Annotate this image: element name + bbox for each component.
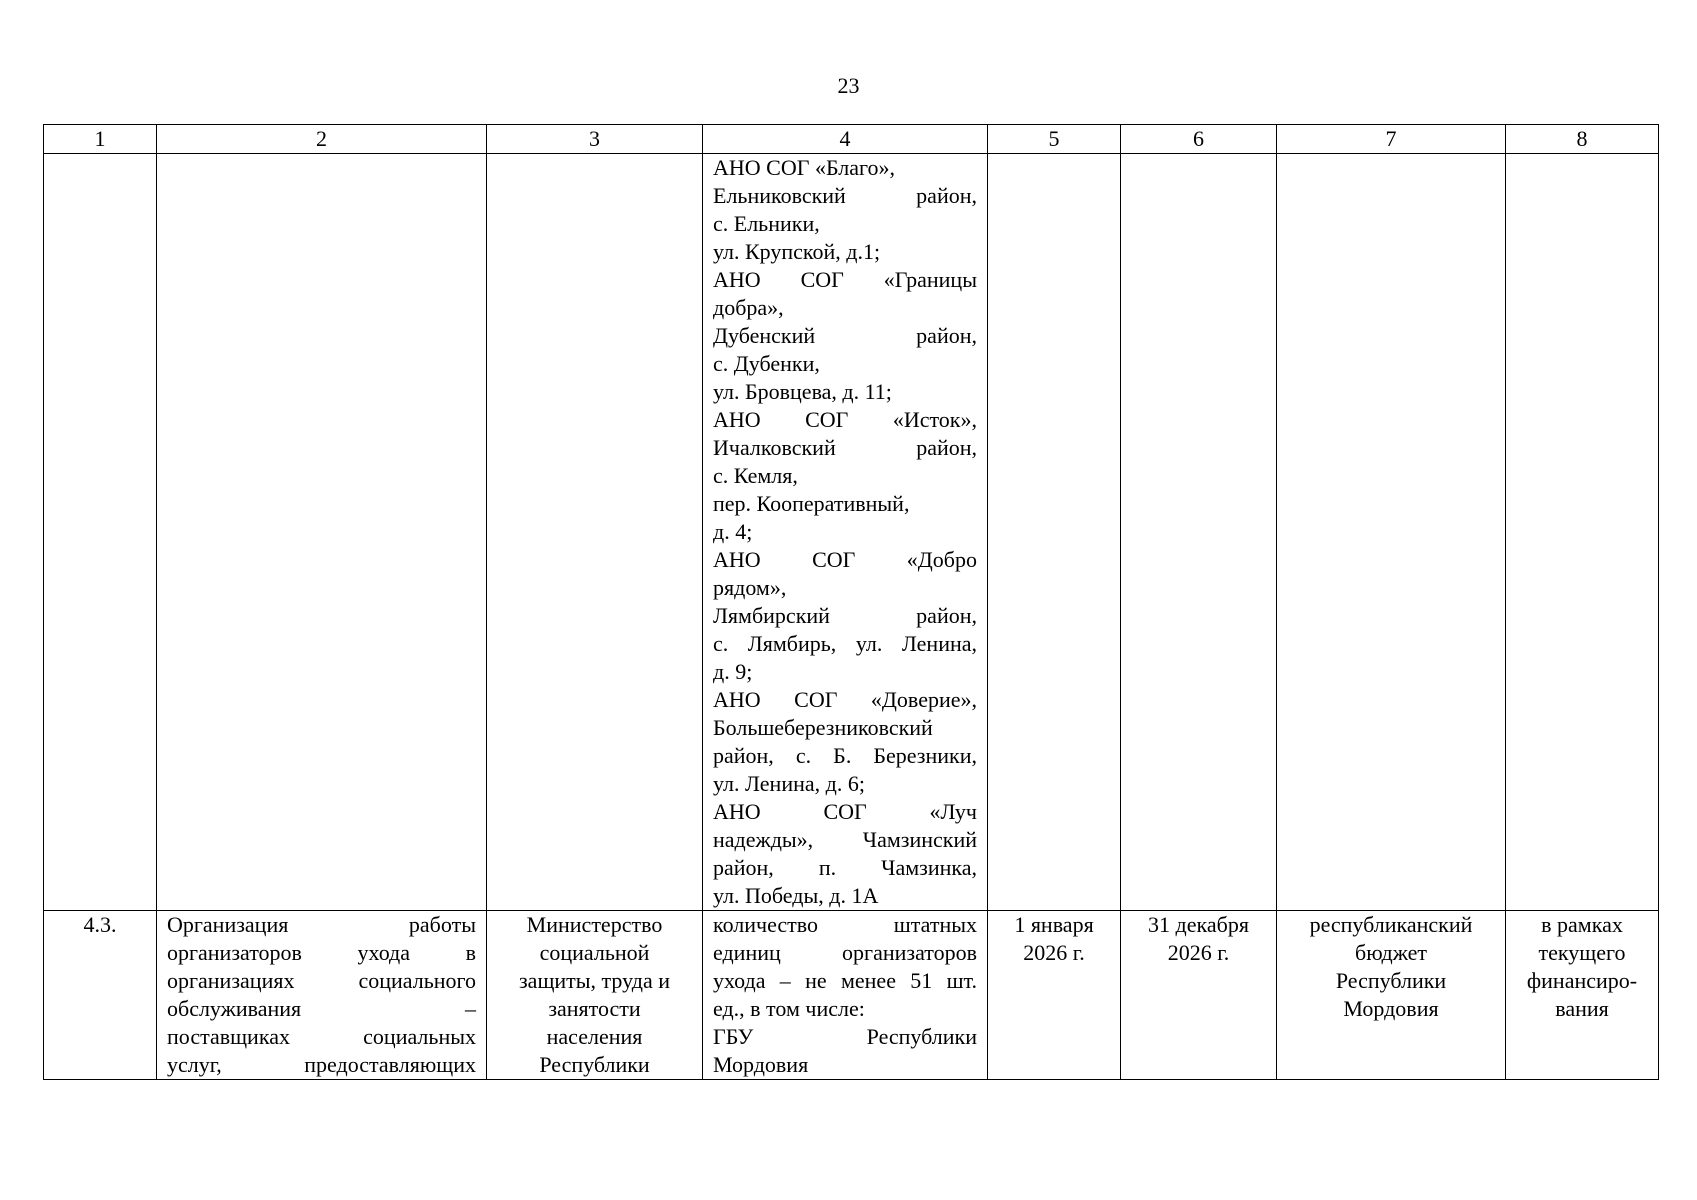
cell-continuation-col3: [487, 154, 703, 911]
text-line: вания: [1555, 996, 1609, 1021]
text-line: республиканский: [1309, 912, 1473, 937]
text-line: социальной: [539, 940, 650, 965]
text-line: с. Ельники,: [713, 211, 820, 236]
cell-continuation-col8: [1506, 154, 1659, 911]
text-line: организаторов ухода в: [167, 940, 476, 965]
text-line: ухода – не менее 51 шт.: [713, 968, 977, 993]
text-line: обслуживания –: [167, 996, 476, 1021]
cell-end-date: [1121, 911, 1277, 1080]
page-number: 23: [837, 73, 860, 98]
text-line: рядом»,: [713, 575, 787, 600]
text-line: Ельниковский район,: [713, 183, 977, 208]
text-line: 2026 г.: [1023, 940, 1085, 965]
header-col-3: 3: [487, 125, 703, 154]
text-line: район, п. Чамзинка,: [713, 855, 977, 880]
text-line: поставщиках социальных: [167, 1024, 476, 1049]
header-col-6: 6: [1121, 125, 1277, 154]
text-line: Большеберезниковский: [713, 715, 933, 740]
header-col-4: 4: [703, 125, 988, 154]
cell-funding-source: [1277, 911, 1506, 1080]
text-line: ед., в том числе:: [713, 996, 865, 1021]
cell-activity: [157, 911, 487, 1080]
text-line: 1 января: [1014, 912, 1094, 937]
text-line: с. Лямбирь, ул. Ленина,: [713, 631, 977, 656]
text-line: занятости: [548, 996, 641, 1021]
cell-indicator: [703, 911, 988, 1080]
activity-text: [167, 911, 476, 1079]
text-line: финансиро-: [1526, 968, 1638, 993]
text-line: надежды», Чамзинский: [713, 827, 977, 852]
text-line: Министерство: [526, 912, 663, 937]
text-line: АНО СОГ «Добро: [713, 547, 977, 572]
table-row-continuation: [44, 154, 1659, 911]
funding-source-text: [1287, 911, 1495, 1023]
text-line: Республики: [1335, 968, 1447, 993]
text-line: Мордовия: [713, 1052, 809, 1077]
text-line: пер. Кооперативный,: [713, 491, 910, 516]
text-line: ул. Бровцева, д. 11;: [713, 379, 892, 404]
cell-responsible: [487, 911, 703, 1080]
header-col-8: 8: [1506, 125, 1659, 154]
text-line: Мордовия: [1343, 996, 1439, 1021]
indicator-text: [713, 911, 977, 1079]
text-line: бюджет: [1355, 940, 1427, 965]
text-line: услуг, предоставляющих: [167, 1052, 476, 1077]
text-line: населения: [546, 1024, 643, 1049]
table-row-4-3: [44, 911, 1659, 1080]
text-line: ул. Ленина, д. 6;: [713, 771, 865, 796]
text-line: с. Кемля,: [713, 463, 798, 488]
text-line: ГБУ Республики: [713, 1024, 977, 1049]
cell-funding-amount: [1506, 911, 1659, 1080]
cell-continuation-col6: [1121, 154, 1277, 911]
text-line: с. Дубенки,: [713, 351, 820, 376]
cell-continuation-col7: [1277, 154, 1506, 911]
header-col-1: 1: [44, 125, 157, 154]
header-col-2: 2: [157, 125, 487, 154]
responsible-text: [497, 911, 692, 1079]
text-line: Организация работы: [167, 912, 476, 937]
row-number: 4.3.: [44, 911, 157, 1080]
text-line: ул. Победы, д. 1А: [713, 883, 879, 908]
text-line: в рамках: [1541, 912, 1623, 937]
cell-start-date: [988, 911, 1121, 1080]
text-line: АНО СОГ «Границы: [713, 267, 977, 292]
funding-amount-text: [1516, 911, 1648, 1023]
text-line: Ичалковский район,: [713, 435, 977, 460]
plan-table: [43, 124, 1659, 1080]
text-line: д. 4;: [713, 519, 753, 544]
text-line: 31 декабря: [1148, 912, 1249, 937]
cell-continuation-col2: [157, 154, 487, 911]
text-line: единиц организаторов: [713, 940, 977, 965]
address-list: [713, 154, 977, 910]
table-header-row: [44, 125, 1659, 154]
text-line: защиты, труда и: [518, 968, 670, 993]
header-col-5: 5: [988, 125, 1121, 154]
text-line: количество штатных: [713, 912, 977, 937]
text-line: АНО СОГ «Луч: [713, 799, 977, 824]
text-line: район, с. Б. Березники,: [713, 743, 977, 768]
cell-continuation-addresses: [703, 154, 988, 911]
text-line: добра»,: [713, 295, 784, 320]
header-col-7: 7: [1277, 125, 1506, 154]
cell-continuation-col1: [44, 154, 157, 911]
text-line: Дубенский район,: [713, 323, 977, 348]
text-line: организациях социального: [167, 968, 476, 993]
text-line: Лямбирский район,: [713, 603, 977, 628]
text-line: АНО СОГ «Исток»,: [713, 407, 977, 432]
text-line: д. 9;: [713, 659, 753, 684]
text-line: ул. Крупской, д.1;: [713, 239, 881, 264]
end-date-text: [1131, 911, 1266, 967]
text-line: АНО СОГ «Благо»,: [713, 155, 896, 180]
text-line: текущего: [1538, 940, 1626, 965]
text-line: АНО СОГ «Доверие»,: [713, 687, 977, 712]
text-line: Республики: [539, 1052, 650, 1077]
text-line: 2026 г.: [1167, 940, 1230, 965]
cell-continuation-col5: [988, 154, 1121, 911]
start-date-text: [998, 911, 1110, 967]
